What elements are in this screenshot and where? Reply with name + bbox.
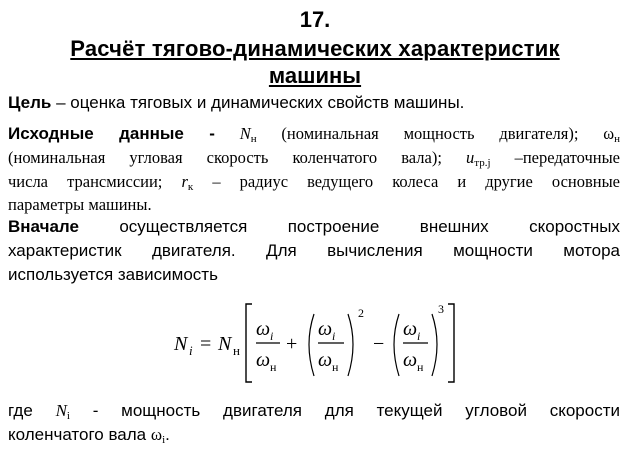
first-step-line-2: характеристик двигателя. Для вычисления мощности мотора (8, 241, 620, 260)
gear-ratio-subscript: тр.j (474, 157, 491, 169)
initial-text-4: числа трансмиссии; (8, 172, 182, 191)
current-omega-subscript: i (162, 434, 166, 446)
term3-exponent: 3 (438, 302, 444, 316)
formula-equals: = (200, 333, 212, 355)
initial-text-5: – радиус ведущего колеса и другие основные (193, 172, 621, 191)
goal-label: Цель (8, 93, 52, 112)
initial-data-line-4: параметры машины. (8, 195, 152, 214)
first-step-line-1 (8, 217, 620, 237)
term3-left-paren (394, 314, 399, 376)
current-omega-symbol: ω (150, 425, 163, 444)
slide-title-line-2: машины (268, 63, 362, 88)
formula-lhs: N (174, 333, 188, 355)
gear-ratio-symbol: u (466, 148, 475, 167)
formula-minus: − (373, 333, 385, 355)
current-power-symbol: N (55, 401, 67, 420)
nominal-power-subscript: н (250, 133, 257, 145)
initial-data-line-1 (8, 124, 620, 145)
first-step-text-1: осуществляется построение внешних скоростных (78, 217, 620, 236)
term3-numerator: ω (403, 318, 418, 340)
svg-text:н: н (332, 360, 339, 374)
term2-denominator: ω (318, 349, 333, 371)
where-line-2: коленчатого вала $\omega_i$. (8, 425, 170, 446)
term2-numerator: ω (318, 318, 333, 340)
initial-data-line-3 (8, 172, 620, 193)
where-text-3: коленчатого вала (8, 425, 151, 444)
initial-text-3: –передаточные (490, 148, 620, 167)
initial-data-line-2 (8, 148, 620, 169)
term3-right-paren (432, 314, 437, 376)
term2-left-paren (309, 314, 314, 376)
term3-denominator: ω (403, 349, 418, 371)
formula-plus: + (286, 333, 298, 355)
where-text-2: - мощность двигателя для текущей угловой скорости (69, 401, 620, 420)
term2-exponent: 2 (358, 306, 364, 320)
initial-text-2: (номинальная угловая скорость коленчатого вала); (8, 148, 466, 167)
formula-rhs: N (218, 333, 232, 355)
svg-text:i: i (417, 329, 421, 343)
nominal-omega-symbol: ω (603, 124, 615, 143)
formula-left-bracket (246, 304, 252, 382)
goal-paragraph (8, 93, 620, 113)
wheel-radius-subscript: к (187, 181, 194, 193)
initial-data-label: Исходные данные - (8, 124, 215, 143)
nominal-omega-subscript: н (614, 133, 621, 145)
initial-text-1: (номинальная мощность двигателя); (256, 124, 604, 143)
nominal-power-symbol: N (239, 124, 251, 143)
slide-number: 17. (299, 7, 331, 32)
goal-text: – оценка тяговых и динамических свойств машины. (51, 93, 465, 112)
svg-text:н: н (417, 360, 424, 374)
formula-lhs-subscript: i (189, 343, 193, 358)
power-formula (160, 300, 480, 390)
svg-text:i: i (332, 329, 336, 343)
wheel-radius-symbol: r (181, 172, 188, 191)
term2-right-paren (348, 314, 353, 376)
term1-numerator: ω (256, 318, 271, 340)
svg-text:н: н (270, 360, 277, 374)
where-line-1: где $N_i$ - мощность двигателя для текущей угловой скорости (8, 401, 620, 422)
formula-right-bracket (448, 304, 454, 382)
term1-denominator: ω (256, 349, 271, 371)
formula-rhs-subscript: н (233, 343, 240, 358)
first-step-line-3: используется зависимость (8, 265, 218, 284)
slide-title-line-1: Расчёт тягово-динамических характеристик (70, 36, 560, 61)
svg-text:i: i (270, 329, 274, 343)
first-step-label: Вначале (8, 217, 79, 236)
current-power-subscript: i (66, 410, 70, 422)
